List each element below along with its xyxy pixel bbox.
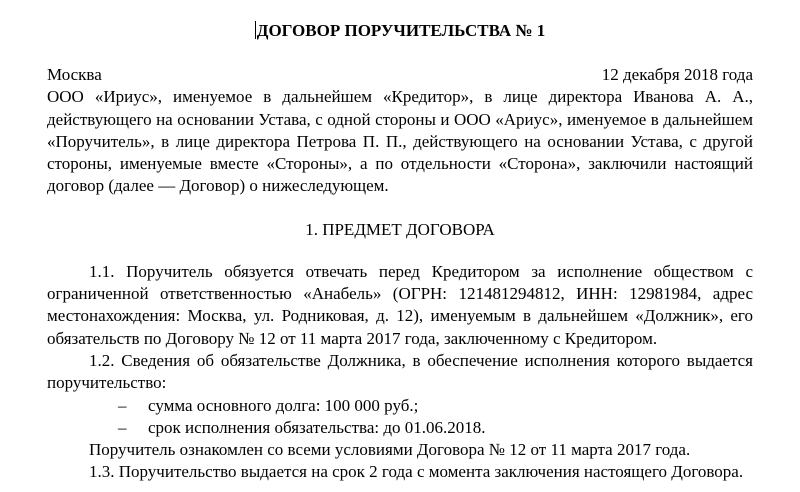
list-item [47,395,753,417]
preamble-paragraph: ООО «Ириус», именуемое в дальнейшем «Кредитор», в лице директора Иванова А. А., действующего на основании Устава, с одной стороны и ООО «Ариус», именуемое в дальнейшем «Поручитель», в лице директора Петрова П. П., действующего на основании Устава, с другой стороны, именуемые вместе «Стороны», а по отдельности «Сторона», заключили настоящий договор (далее — Договор) о нижеследующем. [47,87,753,196]
clause-1-3: 1.3. Поручительство выдается на срок 2 года с момента заключения настоящего Договора. [89,462,744,482]
document-page [47,20,753,484]
document-title [47,20,753,42]
clause-1-2: 1.2. Сведения об обязательстве Должника, в обеспечение исполнения которого выдается поручительство: [47,350,753,393]
acquainted-paragraph: Поручитель ознакомлен со всеми условиями Договора № 12 от 11 марта 2017 года. [89,440,691,460]
city: Москва [47,65,102,84]
list-dash: – [118,417,127,437]
list-item-text: срок исполнения обязательства: до 01.06.2018. [148,417,486,437]
list-item-text: сумма основного долга: 100 000 руб.; [148,395,419,415]
section-heading: 1. ПРЕДМЕТ ДОГОВОРА [305,219,495,239]
text-cursor [255,21,256,39]
list-dash: – [118,395,127,415]
list-item [47,417,753,439]
document-title-text: ДОГОВОР ПОРУЧИТЕЛЬСТВА № 1 [256,21,546,40]
clause-1-1: 1.1. Поручитель обязуется отвечать перед Кредитором за исполнение обществом с ограниченной ответственностью «Анабель» (ОГРН: 121481294812, ИНН: 12981984, адрес местонахождения: Москва, ул. Родниковая, д. 12), именуемым в дальнейшем «Должник», его обязательств по Договору № 12 от 11 марта 2017 года, заключенному с Кредитором. [47,261,753,348]
city-date-line [47,64,753,86]
contract-date: 12 декабря 2018 года [601,65,753,84]
section-body [47,261,753,484]
